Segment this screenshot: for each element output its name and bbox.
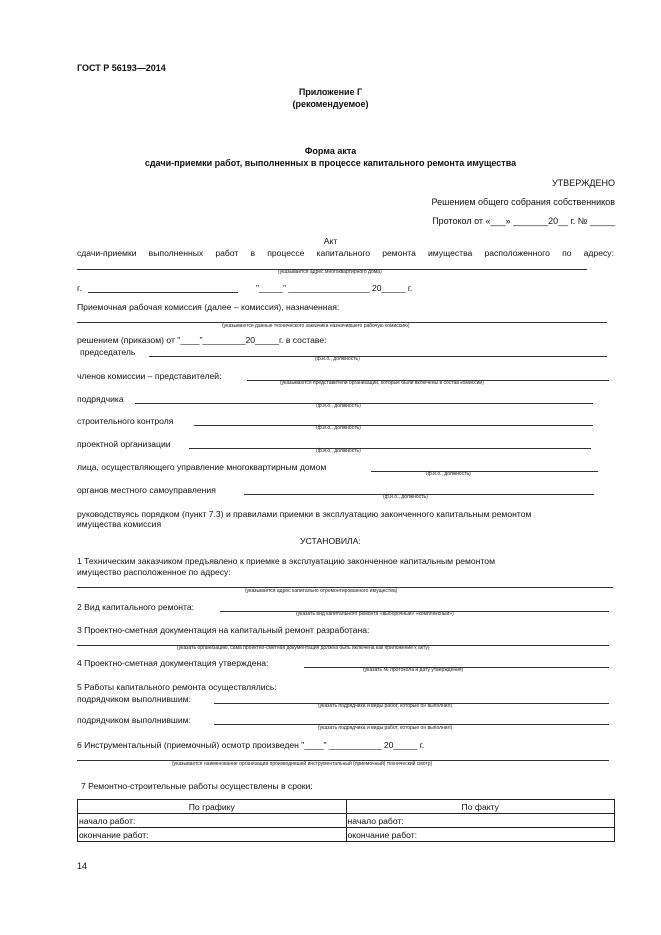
item5-contractor2-label: подрядчиком выполнившим: (77, 715, 191, 725)
local-gov-label: органов местного самоуправления (77, 485, 216, 495)
appendix-title: Приложение Г (298, 87, 363, 97)
city-line[interactable] (88, 292, 238, 293)
page-number: 14 (77, 861, 88, 871)
contractor-label: подрядчика (77, 394, 124, 404)
table-cell[interactable]: окончание работ: (346, 828, 615, 842)
members-caption: (указываются представители организаций, которые были включены в состав комиссии) (280, 380, 484, 386)
design-org-line[interactable] (189, 448, 591, 449)
construction-control-caption: (ф.и.о., должность) (316, 425, 361, 431)
item4-caption: (указать № протокола и дату утверждения) (363, 667, 464, 673)
guided-line-1: руководствуясь порядком (пункт 7.3) и правилами приемки в эксплуатацию законченного капитальным ремонтом (77, 509, 532, 519)
chairman-label: председатель (80, 347, 136, 357)
table-row (78, 828, 615, 842)
contractor-caption: (ф.и.о., должность) (316, 403, 361, 409)
approved-label: УТВЕРЖДЕНО (551, 178, 615, 188)
chairman-caption: (ф.и.о., должность) (315, 356, 360, 362)
table-cell[interactable]: окончание работ: (78, 828, 347, 842)
item5-contractor1-label: подрядчиком выполнившим: (77, 694, 191, 704)
design-org-label: проектной организации (77, 439, 171, 449)
schedule-table (77, 799, 615, 842)
item2-caption: (указать вид капитального ремонта «выборочный» «комплексный») (296, 611, 454, 617)
approved-by: Решением общего собрания собственников (431, 197, 615, 207)
item5-label: 5 Работы капитального ремонта осуществлялись: (77, 682, 277, 692)
item3-caption: (указать организацию, сама проектно-сметная документация должна быть включена как приложение к акту) (177, 645, 430, 651)
decision-text: решением (приказом) от "____"_________20_____г. в составе: (77, 335, 327, 345)
standard-header: ГОСТ Р 56193—2014 (77, 63, 166, 73)
act-description: сдачи-приемки выполненных работ в процессе капитального ремонта имущества расположенного по адресу: (77, 248, 614, 258)
item5-contractor1-caption: (указать подрядчика и виды работ, которые он выполнил) (318, 703, 453, 709)
item3-label: 3 Проектно-сметная документация на капитальный ремонт разработана: (77, 625, 370, 635)
city-prefix: г. (77, 283, 82, 293)
header-actual: По факту (346, 800, 615, 814)
design-org-caption: (ф.и.о., должность) (316, 448, 361, 454)
table-row (78, 814, 615, 828)
chairman-line[interactable] (149, 356, 607, 357)
act-title: Акт (323, 236, 338, 246)
form-title: Форма акта (304, 146, 357, 156)
members-label: членов комиссии – представителей: (77, 371, 222, 381)
table-header-row (78, 800, 615, 814)
table-cell[interactable]: начало работ: (346, 814, 615, 828)
management-caption: (ф.и.о., должность) (426, 471, 471, 477)
item2-label: 2 Вид капитального ремонта: (77, 602, 195, 612)
address-caption: (указывается адрес многоквартирного дома) (278, 269, 382, 275)
act-date: "_____" _________________ 20_____ г. (256, 283, 413, 293)
item6-text: 6 Инструментальный (приемочный) осмотр произведен "____" ___________ 20_____ г. (77, 740, 425, 750)
item1-line1: 1 Техническим заказчиком предъявлено к приемке в эксплуатацию законченное капитальным ремонтом (77, 556, 495, 566)
contractor-line[interactable] (135, 403, 593, 404)
item7-text: 7 Ремонтно-строительные работы осуществлены в сроки: (81, 781, 313, 791)
form-subtitle: сдачи-приемки работ, выполненных в процессе капитального ремонта имущества (144, 158, 517, 168)
construction-control-line[interactable] (194, 425, 593, 426)
management-line[interactable] (371, 471, 598, 472)
item1-line2: имущество расположенное по адресу: (77, 567, 231, 577)
commission-intro: Приемочная рабочая комиссия (далее – комиссия), назначенная: (77, 302, 340, 312)
appendix-subtitle: (рекомендуемое) (292, 99, 369, 109)
guided-line-2: имущества комиссия (77, 519, 162, 529)
local-gov-caption: (ф.и.о., должность) (383, 494, 428, 500)
commission-intro-caption: (указываются данные технического заказчика назначившего рабочую комиссию) (222, 323, 410, 329)
item5-contractor2-caption: (указать подрядчика и виды работ, которые он выполнил) (318, 725, 453, 731)
item6-caption: (указывается наименование организации производившей инструментальный (приемочный) технический смотр) (172, 761, 433, 767)
item1-caption: (указывается адрес капитально отремонтированного имущества) (245, 588, 398, 594)
table-cell[interactable]: начало работ: (78, 814, 347, 828)
construction-control-label: строительного контроля (77, 416, 174, 426)
management-label: лица, осуществляющего управление многоквартирным домом (77, 462, 327, 472)
protocol-line: Протокол от «___» _______20__ г. № _____ (432, 216, 615, 226)
header-by-schedule: По графику (78, 800, 347, 814)
item4-label: 4 Проектно-сметная документация утверждена: (77, 658, 269, 668)
established-title: УСТАНОВИЛА: (300, 536, 361, 546)
